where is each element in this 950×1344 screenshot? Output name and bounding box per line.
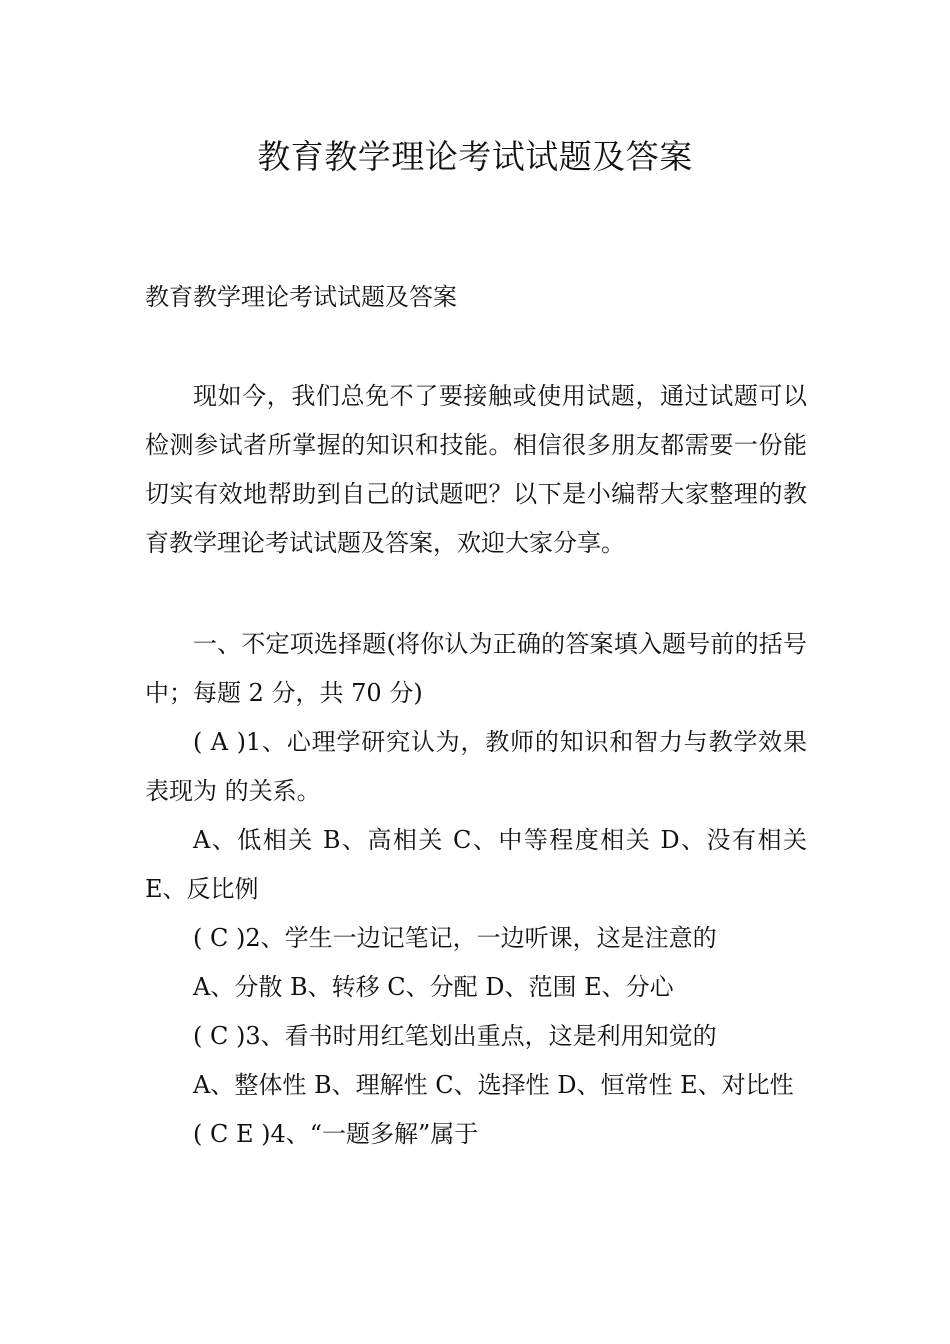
question-2-stem: ( C )2、学生一边记笔记，一边听课，这是注意的 — [193, 924, 717, 952]
question-1-stem: ( A )1、心理学研究认为，教师的知识和智力与教学效果表现为 的关系。 — [145, 728, 807, 805]
intro-paragraph: 现如今，我们总免不了要接触或使用试题，通过试题可以检测参试者所掌握的知识和技能。相信很多朋友都需要一份能切实有效地帮助到自己的试题吧？以下是小编帮大家整理的教育教学理论考试试题及答案，欢迎大家分享。 — [145, 382, 807, 557]
intro-section — [145, 372, 807, 568]
question-2-options: A、分散 B、转移 C、分配 D、范围 E、分心 — [193, 973, 674, 1001]
document-subtitle: 教育教学理论考试试题及答案 — [145, 283, 457, 311]
section-heading: 一、不定项选择题(将你认为正确的答案填入题号前的括号中；每题 2 分，共 70 分) — [145, 630, 807, 707]
question-3-stem: ( C )3、看书时用红笔划出重点，这是利用知觉的 — [193, 1022, 717, 1050]
question-section — [145, 620, 807, 1159]
document-title: 教育教学理论考试试题及答案 — [257, 137, 693, 176]
question-4-stem: ( C E )4、“一题多解”属于 — [193, 1120, 479, 1148]
question-1-options: A、低相关 B、高相关 C、中等程度相关 D、没有相关 E、反比例 — [145, 826, 807, 903]
question-3-options: A、整体性 B、理解性 C、选择性 D、恒常性 E、对比性 — [193, 1071, 794, 1099]
